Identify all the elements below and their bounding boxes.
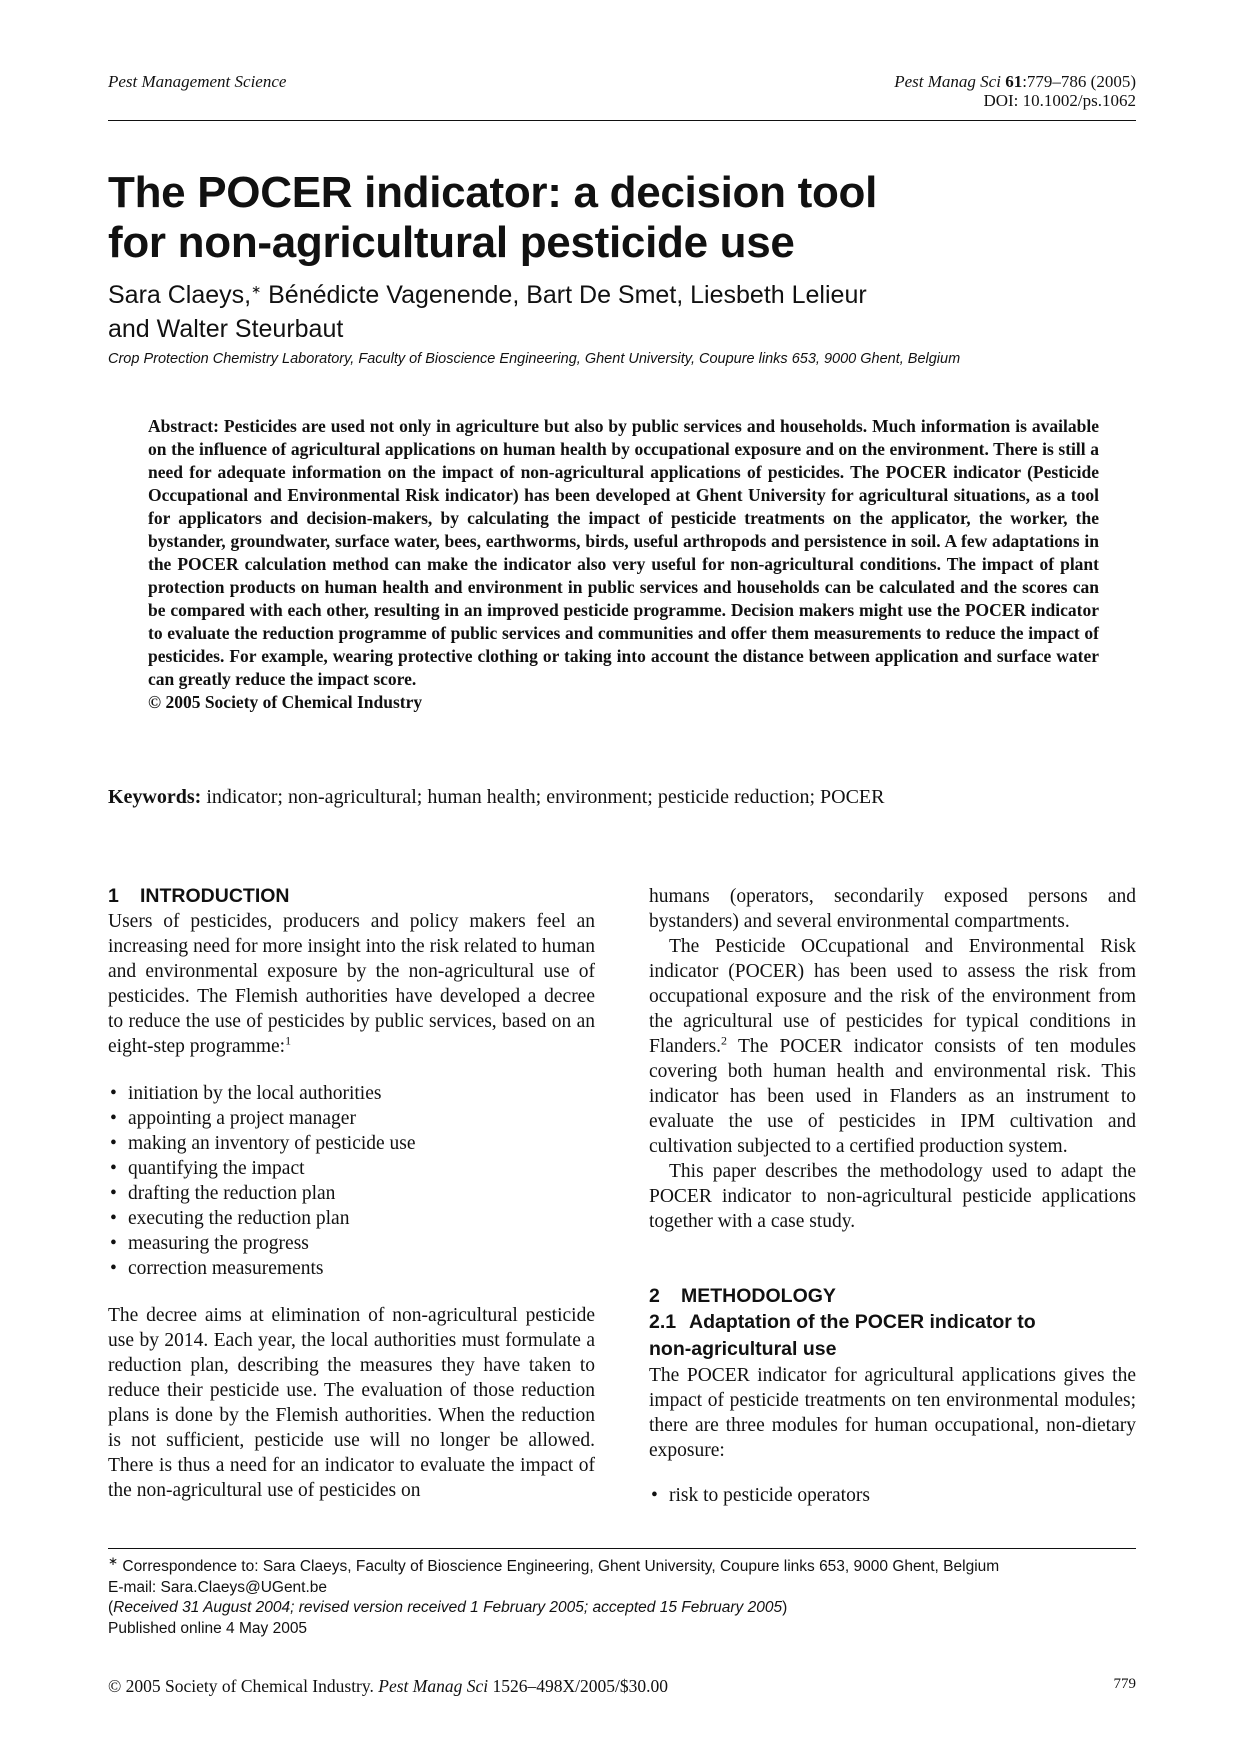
- correspondence-note: [108, 1553, 1148, 1578]
- authors: [108, 278, 1136, 346]
- list-item: [108, 1156, 595, 1181]
- citation-line: [894, 72, 1136, 91]
- list-item: [108, 1256, 595, 1281]
- methodology-paragraph-1: The POCER indicator for agricultural applications gives the impact of pesticide treatments on ten environmental modules; there are three modules for human occupational, non-dietary exposure:: [649, 1365, 1136, 1461]
- intro-paragraph-2: The decree aims at elimination of non-agricultural pesticide use by 2014. Each year, the local authorities must formulate a reduction plan, describing the measures they have taken to reduce their pesticide use. The evaluation of those reduction plans is done by the Flemish authorities. When the reduction is not sufficient, pesticide use will no longer be allowed. There is thus a need for an indicator to evaluate the impact of the non-agricultural use of pesticides on: [108, 1305, 595, 1501]
- section-2-heading: [649, 1284, 1136, 1309]
- published-line: Published online 4 May 2005: [108, 1619, 308, 1637]
- journal-name: Pest Management Science: [108, 72, 287, 91]
- intro-paragraph-1-text: Users of pesticides, producers and policy makers feel an increasing need for more insight into the risk related to human and environmental exposure by the non-agricultural use of pesticides. The Flemish authorities have developed a decree to reduce the use of pesticides by public services, based on an eight-step programme:: [108, 911, 595, 1057]
- bullet-icon: •: [110, 1233, 117, 1254]
- intro-paragraph-3: [649, 934, 1136, 1159]
- list-item-text: drafting the reduction plan: [128, 1183, 336, 1204]
- page-footer: [108, 1676, 1136, 1697]
- list-item: [108, 1206, 595, 1231]
- list-item-text: measuring the progress: [128, 1233, 309, 1254]
- bullet-icon: •: [110, 1158, 117, 1179]
- list-item: [108, 1106, 595, 1131]
- article-title: [108, 168, 1136, 268]
- footer-copyright: © 2005 Society of Chemical Industry.: [108, 1676, 379, 1696]
- intro-paragraph-1: [108, 909, 595, 1059]
- list-item-text: quantifying the impact: [128, 1158, 305, 1179]
- received-dates: Received 31 August 2004; revised version received 1 February 2005; accepted 15 February 2005: [113, 1599, 783, 1616]
- footnotes: [108, 1553, 1148, 1639]
- page-number: 779: [1113, 1676, 1136, 1692]
- section-1-title: INTRODUCTION: [140, 885, 290, 907]
- citation-pages: :779–786 (2005): [1022, 72, 1136, 91]
- list-item-text: making an inventory of pesticide use: [128, 1133, 416, 1154]
- footer-issn: 1526–498X/2005/$30.00: [488, 1676, 668, 1696]
- abstract-text: Abstract: Pesticides are used not only in agriculture but also by public services and households. Much information is available on the influence of agricultural applications on human health by occupational exposure and on the environment. There is still a need for adequate information on the impact of non-agricultural applications of pesticides. The POCER indicator (Pesticide Occupational and Environmental Risk indicator) has been developed at Ghent University for agricultural situations, as a tool for applicators and decision-makers, by calculating the impact of pesticide treatments on the applicator, the worker, the bystander, groundwater, surface water, bees, earthworms, birds, useful arthropods and persistence in soil. A few adaptations in the POCER calculation method can make the indicator also very useful for non-agricultural conditions. The impact of plant protection products on human health and environment in public services and households can be calculated and the scores can be compared with each other, resulting in an improved pesticide programme. Decision makers might use the POCER indicator to evaluate the reduction programme of public services and communities and offer them measurements to reduce the impact of pesticides. For example, wearing protective clothing or taking into account the distance between application and surface water can greatly reduce the impact score.: [148, 416, 1099, 689]
- bullet-icon: •: [110, 1133, 117, 1154]
- subsection-2-1-heading: [649, 1309, 1136, 1363]
- list-item: [649, 1483, 1136, 1508]
- bullet-icon: •: [110, 1208, 117, 1229]
- subsection-2-1-title-line-2: non-agricultural use: [649, 1338, 837, 1360]
- subsection-2-1-title-line-1: Adaptation of the POCER indicator to: [689, 1311, 1036, 1333]
- authors-line-2: and Walter Steurbaut: [108, 315, 344, 343]
- abstract-copyright: © 2005 Society of Chemical Industry: [148, 692, 423, 712]
- eight-step-list: [108, 1081, 595, 1281]
- corresponding-mark: ∗: [251, 282, 262, 297]
- section-2-number: 2: [649, 1285, 660, 1307]
- bullet-icon: •: [110, 1083, 117, 1104]
- title-line-1: The POCER indicator: a decision tool: [108, 168, 878, 217]
- list-item: [108, 1131, 595, 1156]
- list-item-text: appointing a project manager: [128, 1108, 356, 1129]
- section-1-number: 1: [108, 885, 119, 907]
- intro-paragraph-3-text: The Pesticide OCcupational and Environmental Risk indicator (POCER) has been used to assess the risk from occupational exposure and the risk of the environment from the agricultural use of pesticides for typical conditions in Flanders.: [649, 936, 1136, 1057]
- reference-1: 1: [285, 1033, 292, 1048]
- section-2-title: METHODOLOGY: [681, 1285, 836, 1307]
- section-1-heading: [108, 884, 595, 909]
- received-line: [108, 1598, 1148, 1619]
- header-rule: [108, 120, 1136, 121]
- citation-volume: 61: [1005, 72, 1023, 91]
- title-line-2: for non-agricultural pesticide use: [108, 218, 795, 267]
- authors-rest: Bénédicte Vagenende, Bart De Smet, Liesbeth Lelieur: [261, 281, 867, 309]
- column-right: [649, 884, 1136, 1508]
- email-line: E-mail: Sara.Claeys@UGent.be: [108, 1578, 328, 1596]
- column-left: [108, 884, 595, 1503]
- footnote-rule: [108, 1548, 1136, 1549]
- citation-block: [894, 72, 1136, 110]
- doi: DOI: 10.1002/ps.1062: [983, 91, 1136, 110]
- bullet-icon: •: [110, 1258, 117, 1279]
- list-item: [108, 1081, 595, 1106]
- list-item-text: executing the reduction plan: [128, 1208, 350, 1229]
- list-item-text: risk to pesticide operators: [669, 1485, 870, 1506]
- human-modules-list: [649, 1483, 1136, 1508]
- keywords-label: Keywords:: [108, 786, 202, 808]
- footer-journal: Pest Manag Sci: [378, 1676, 489, 1696]
- list-item-text: correction measurements: [128, 1258, 324, 1279]
- intro-paragraph-2-continued: humans (operators, secondarily exposed persons and bystanders) and several environmental compartments.: [649, 886, 1136, 932]
- reference-2: 2: [721, 1033, 728, 1048]
- paren-open: (: [108, 1599, 114, 1616]
- abstract: [148, 415, 1099, 714]
- bullet-icon: •: [110, 1108, 117, 1129]
- list-item: [108, 1181, 595, 1206]
- subsection-2-1-number: 2.1: [649, 1311, 677, 1333]
- affiliation: Crop Protection Chemistry Laboratory, Faculty of Bioscience Engineering, Ghent University, Coupure links 653, 9000 Ghent, Belgium: [108, 351, 961, 367]
- citation-journal-abbrev: Pest Manag Sci: [894, 72, 1006, 91]
- bullet-icon: •: [110, 1183, 117, 1204]
- corresponding-mark: ∗: [108, 1553, 119, 1568]
- bullet-icon: •: [651, 1485, 658, 1506]
- intro-paragraph-4: This paper describes the methodology used to adapt the POCER indicator to non-agricultural pesticide applications together with a case study.: [649, 1161, 1136, 1232]
- keywords-list: indicator; non-agricultural; human health; environment; pesticide reduction; POCER: [201, 786, 885, 808]
- author-first: Sara Claeys,: [108, 281, 252, 309]
- intro-paragraph-3-text-cont: The POCER indicator consists of ten modules covering both human health and environmental risk. This indicator has been used in Flanders as an instrument to evaluate the use of pesticides in IPM cultivation and cultivation subjected to a certified production system.: [649, 1036, 1136, 1157]
- keywords: [108, 786, 1136, 809]
- paren-close: ): [782, 1599, 788, 1616]
- list-item: [108, 1231, 595, 1256]
- list-item-text: initiation by the local authorities: [128, 1083, 382, 1104]
- running-head: [108, 68, 1136, 118]
- correspondence-text: Correspondence to: Sara Claeys, Faculty of Bioscience Engineering, Ghent University, Coupure links 653, 9000 Ghent, Belgium: [118, 1558, 1000, 1575]
